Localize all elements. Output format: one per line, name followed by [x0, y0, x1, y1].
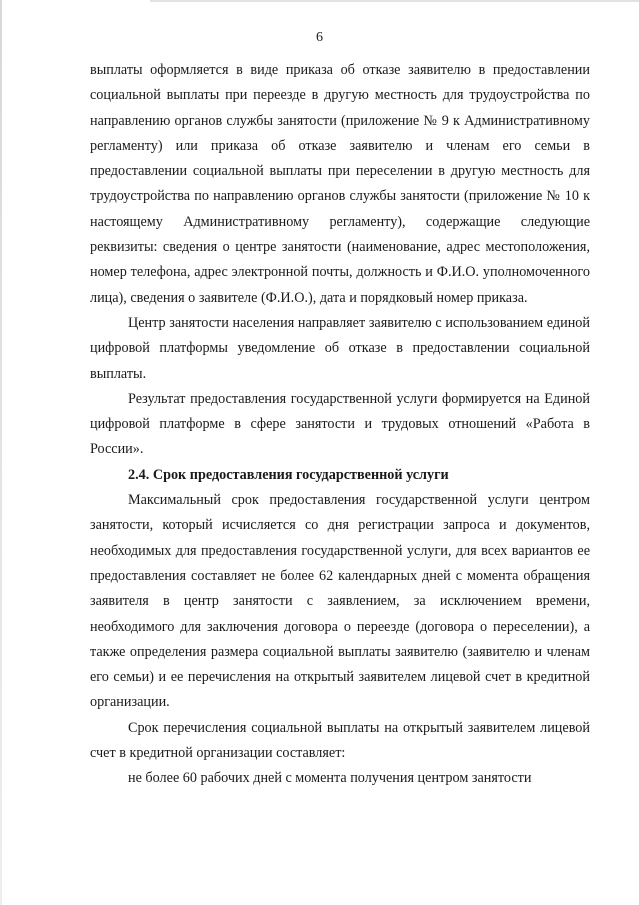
scan-edge-top [150, 0, 639, 2]
paragraph-transfer-term: Срок перечисления социальной выплаты на открытый заявителем лицевой счет в кредитной организации составляет: [90, 719, 590, 762]
paragraph-result: Результат предоставления государственной услуги формируется на Единой цифровой платформе в сфере занятости и трудовых отношений «Работа в России». [90, 390, 590, 458]
paragraph-continuation: выплаты оформляется в виде приказа об отказе заявителю в предоставлении социальной выплаты при переезде в другую местность для трудоустройства по направлению органов службы занятости (приложение № 9 к Административному регламенту) или приказа об отказе заявителю и членам его семьи в предоставлении социальной выплаты при переселении в другую местность для трудоустройства по направлению органов службы занятости (приложение № 10 к настоящему Административному регламенту), содержащие следующие реквизиты: сведения о центре занятости (наименование, адрес местоположения, номер телефона, адрес электронной почты, должность и Ф.И.О. уполномоченного лица), сведения о заявителе (Ф.И.О.), дата и порядковый номер приказа. [90, 62, 590, 306]
section-heading: 2.4. Срок предоставления государственной услуги [128, 466, 449, 483]
document-body [90, 58, 590, 792]
paragraph-transfer-limit: не более 60 рабочих дней с момента получения центром занятости [128, 770, 532, 787]
paragraph-notification: Центр занятости населения направляет заявителю с использованием единой цифровой платформы уведомление об отказе в предоставлении социальной выплаты. [90, 314, 590, 382]
paragraph-max-term: Максимальный срок предоставления государственной услуги центром занятости, который исчисляется со дня регистрации запроса и документов, необходимых для предоставления государственной услуги, для всех вариантов ее предоставления составляет не более 62 календарных дней с момента обращения заявителя в центр занятости с заявлением, за исключением времени, необходимого для заключения договора о переезде (договора о переселении), а также определения размера социальной выплаты заявителю (заявителю и членам его семьи) и ее перечисления на открытый заявителем лицевой счет в кредитной организации. [90, 492, 590, 711]
scan-edge-left [0, 0, 2, 905]
page-number: 6 [316, 30, 323, 45]
